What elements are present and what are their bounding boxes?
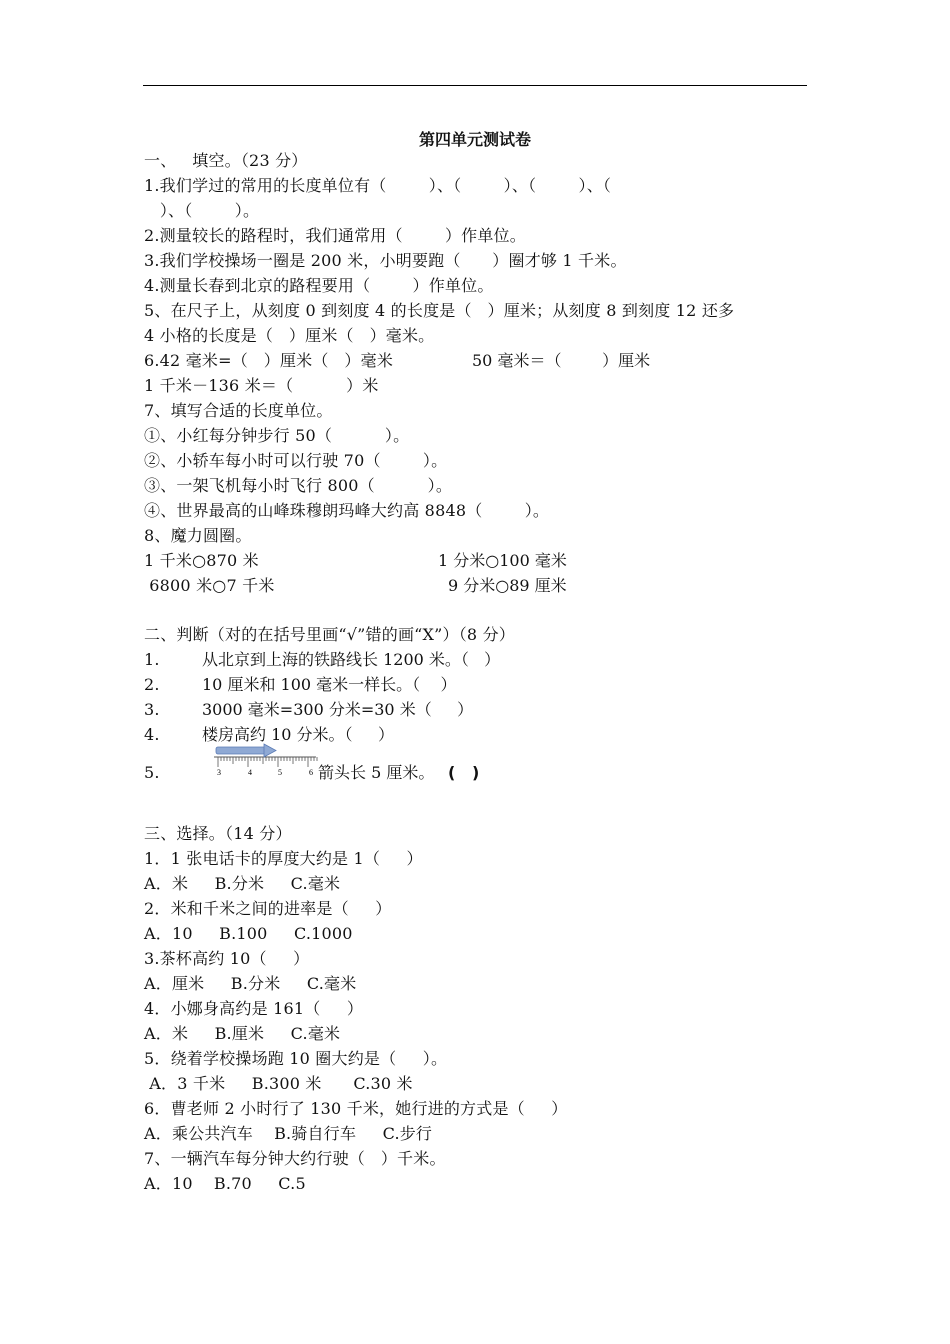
fill-q3: 3.我们学校操场一圈是 200 米，小明要跑（ ）圈才够 1 千米。: [144, 251, 627, 270]
judge-1-num: 1.: [144, 650, 160, 669]
choice-a2: A．10 B.100 C.1000: [144, 924, 353, 943]
fill-q1-cont: ）、（ ）。: [144, 201, 260, 220]
fill-q8: 8、魔力圆圈。: [144, 526, 252, 545]
choice-q7: 7、一辆汽车每分钟大约行驶（ ）千米。: [144, 1149, 446, 1168]
fill-q4: 4.测量长春到北京的路程要用（ ）作单位。: [144, 276, 494, 295]
header-rule: [143, 85, 807, 86]
arrow-shaft: [216, 747, 266, 754]
compare-1a: 1 千米○870 米: [144, 551, 259, 570]
judge-5-paren: ( ): [448, 763, 480, 782]
page-title: 第四单元测试卷: [418, 130, 531, 149]
choice-a3: A．厘米 B.分米 C.毫米: [144, 974, 357, 993]
choice-a5: A．3 千米 B.300 米 C.30 米: [144, 1074, 413, 1093]
ruler-figure: [212, 743, 320, 779]
fill-q7: 7、填写合适的长度单位。: [144, 401, 333, 420]
ruler-label-6: 6: [309, 768, 313, 777]
judge-5: 箭头长 5 厘米。: [318, 763, 435, 782]
fill-q7-3: ③、一架飞机每小时飞行 800（ ）。: [144, 476, 453, 495]
fill-q6a: 6.42 毫米=（ ）厘米（ ）毫米: [144, 351, 394, 370]
judge-4-num: 4.: [144, 725, 160, 744]
choice-a4: A．米 B.厘米 C.毫米: [144, 1024, 341, 1043]
compare-1b: 1 分米○100 毫米: [438, 551, 567, 570]
choice-q5: 5．绕着学校操场跑 10 圈大约是（ ）。: [144, 1049, 448, 1068]
compare-2b: 9 分米○89 厘米: [448, 576, 567, 595]
judge-3: 3000 毫米=300 分米=30 米（ ）: [202, 700, 474, 719]
fill-q2: 2.测量较长的路程时，我们通常用（ ）作单位。: [144, 226, 526, 245]
ruler-svg: [212, 743, 320, 779]
fill-q6b: 50 毫米＝（ ）厘米: [472, 351, 651, 370]
judge-4: 楼房高约 10 分米。（ ）: [202, 725, 394, 744]
judge-2-num: 2.: [144, 675, 160, 694]
choice-q2: 2．米和千米之间的进率是（ ）: [144, 899, 392, 918]
judge-2: 10 厘米和 100 毫米一样长。（ ）: [202, 675, 457, 694]
judge-3-num: 3.: [144, 700, 160, 719]
judge-1: 从北京到上海的铁路线长 1200 米。（ ）: [202, 650, 501, 669]
ruler-label-4: 4: [248, 768, 252, 777]
choice-q6: 6．曹老师 2 小时行了 130 千米，她行进的方式是（ ）: [144, 1099, 568, 1118]
fill-q5-cont: 4 小格的长度是（ ）厘米（ ）毫米。: [144, 326, 435, 345]
choice-a7: A．10 B.70 C.5: [144, 1174, 306, 1193]
section1-heading: 一、 填空。（23 分）: [144, 151, 308, 170]
fill-q7-4: ④、世界最高的山峰珠穆朗玛峰大约高 8848（ ）。: [144, 501, 550, 520]
fill-q5: 5、在尺子上，从刻度 0 到刻度 4 的长度是（ ）厘米；从刻度 8 到刻度 12 还多: [144, 301, 735, 320]
choice-a6: A．乘公共汽车 B.骑自行车 C.步行: [144, 1124, 433, 1143]
choice-q4: 4．小娜身高约是 161（ ）: [144, 999, 364, 1018]
choice-a1: A．米 B.分米 C.毫米: [144, 874, 341, 893]
judge-5-num: 5.: [144, 763, 160, 782]
fill-q6c: 1 千米－136 米＝（ ）米: [144, 376, 379, 395]
section3-heading: 三、选择。（14 分）: [144, 824, 292, 843]
section2-heading: 二、判断（对的在括号里画“√”错的画“X”）（8 分）: [144, 625, 515, 644]
ruler-ticks: [218, 757, 317, 767]
fill-q7-2: ②、小轿车每小时可以行驶 70（ ）。: [144, 451, 448, 470]
compare-2a: 6800 米○7 千米: [144, 576, 275, 595]
arrow-head: [264, 744, 276, 757]
choice-q3: 3.茶杯高约 10（ ）: [144, 949, 310, 968]
fill-q1: 1.我们学过的常用的长度单位有（ ）、（ ）、（ ）、（: [144, 176, 612, 195]
ruler-label-3: 3: [217, 768, 221, 777]
ruler-label-5: 5: [278, 768, 282, 777]
fill-q7-1: ①、小红每分钟步行 50（ ）。: [144, 426, 410, 445]
choice-q1: 1．1 张电话卡的厚度大约是 1（ ）: [144, 849, 423, 868]
